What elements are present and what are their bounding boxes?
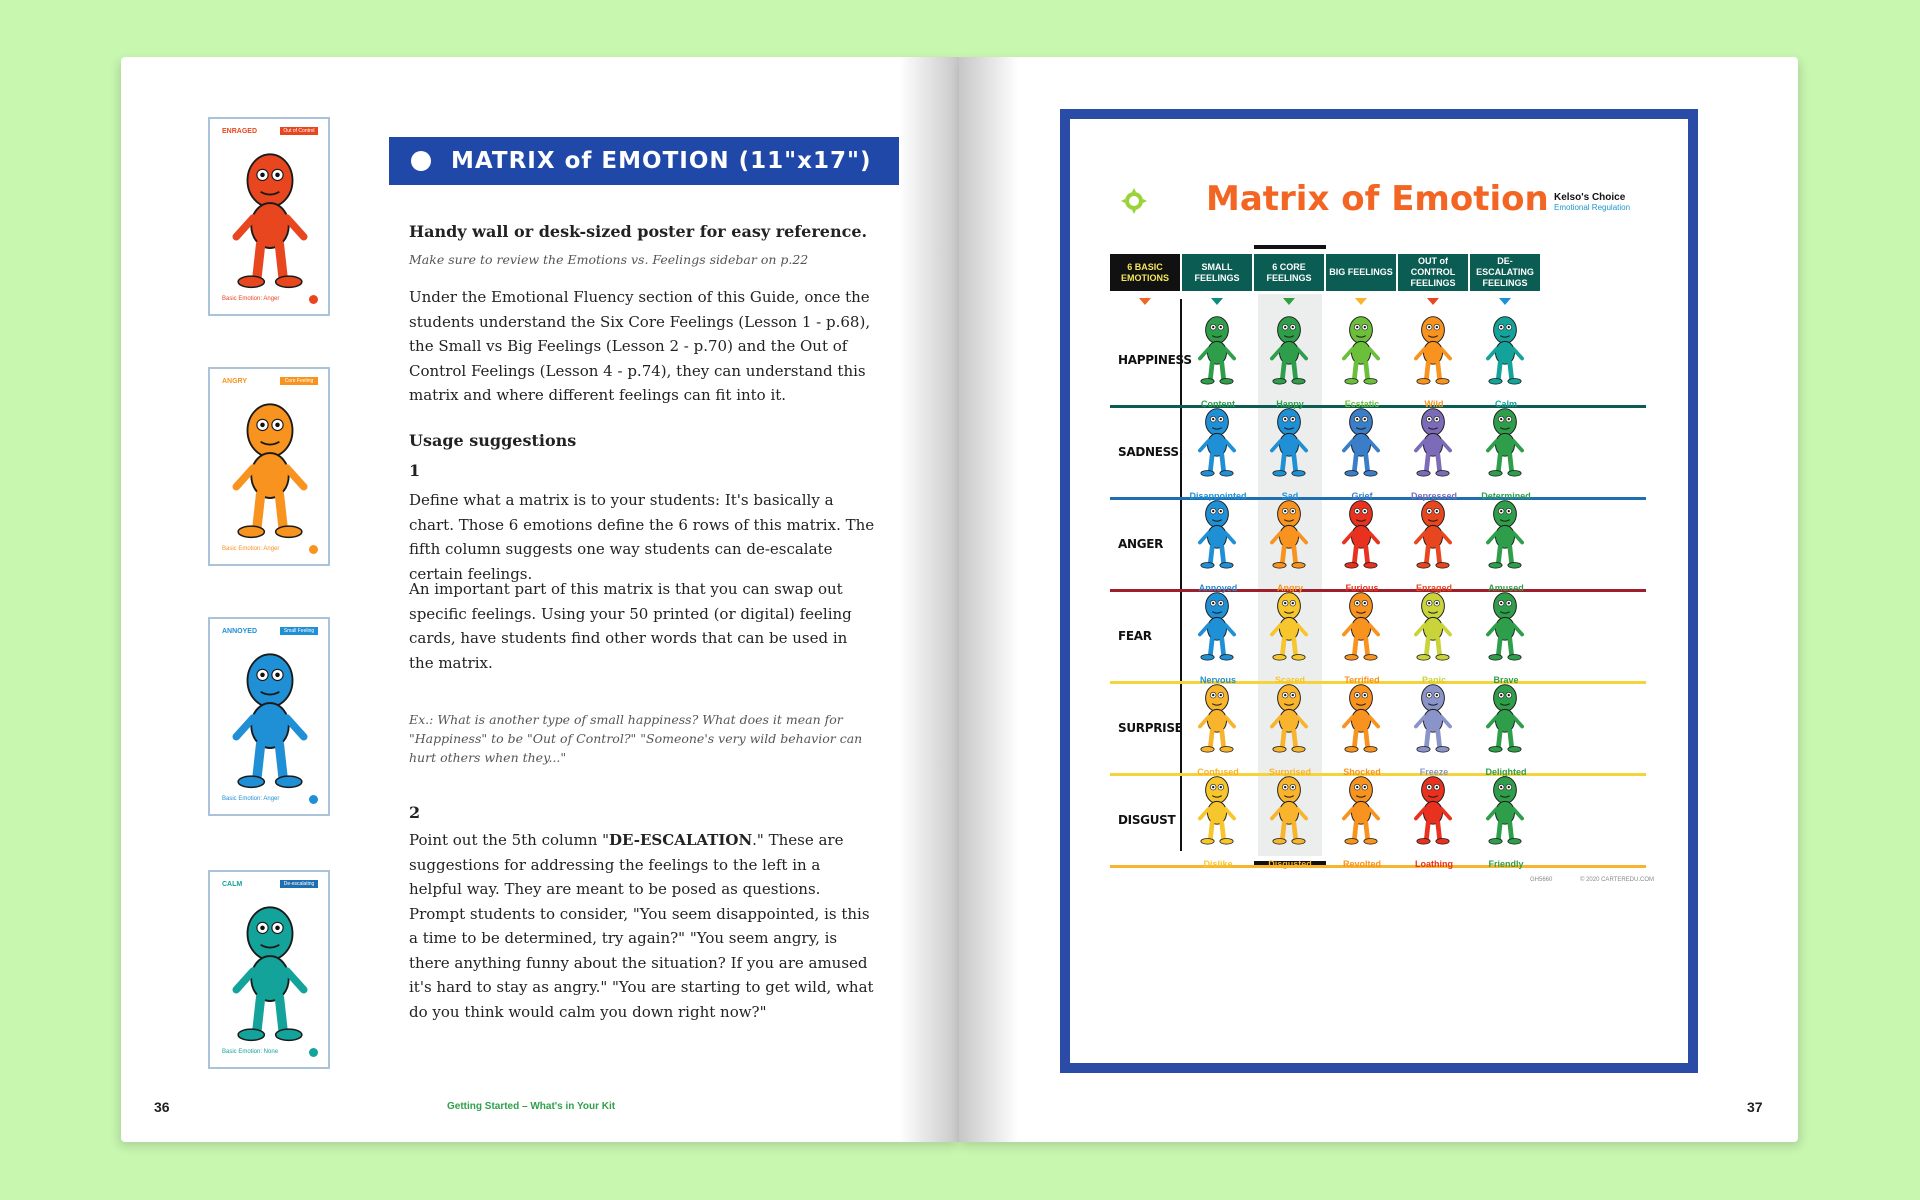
feeling-label: Scared [1274, 675, 1306, 685]
step-2-text [409, 828, 875, 1024]
feeling-label: Amused [1488, 583, 1524, 593]
card-tag: Core Feeling [280, 377, 318, 385]
emotion-row-label: SADNESS [1118, 445, 1179, 459]
feeling-character-icon [1194, 403, 1240, 479]
feeling-character-icon [1266, 403, 1312, 479]
gutter-shadow [899, 57, 959, 1142]
feeling-label: Dislike [1203, 859, 1233, 869]
feeling-label: Depressed [1410, 491, 1458, 501]
column-arrow-icon [1427, 298, 1439, 305]
feeling-label: Nervous [1199, 675, 1236, 685]
character-icon [225, 643, 315, 793]
feeling-character-icon [1266, 311, 1312, 387]
card-footer: Basic Emotion: Anger [222, 796, 280, 802]
feeling-character-icon [1338, 311, 1384, 387]
column-header-label: OUT of CONTROL FEELINGS [1410, 256, 1456, 288]
emotion-row-label: ANGER [1118, 537, 1164, 551]
feeling-character-icon [1194, 311, 1240, 387]
feeling-character-icon [1338, 679, 1384, 755]
poster-code: GH5660 [1530, 877, 1553, 883]
column-arrow-icon [1499, 298, 1511, 305]
feeling-character-icon [1194, 495, 1240, 571]
feeling-character-icon [1338, 495, 1384, 571]
column-header-label: BIG FEELINGS [1329, 267, 1393, 277]
card-feeling-name: ANGRY [222, 378, 248, 385]
left-page [121, 57, 959, 1142]
column-arrow-icon [1355, 298, 1367, 305]
feeling-label: Terrified [1344, 675, 1380, 685]
feeling-character-icon [1266, 495, 1312, 571]
feeling-character-icon [1482, 311, 1528, 387]
feeling-label: Calm [1494, 399, 1517, 409]
feeling-character-icon [1410, 587, 1456, 663]
column-arrow-icon [1139, 298, 1151, 305]
step-2-body: ." These are suggestions for addressing the feelings to the left in a helpful way. They are meant to be posed as questions. Prompt students to consider, "You seem disappointed, is this a time to be determined, try again?" "You seem angry, is there anything funny about the situation? If you are amused it's hard to stay as angry." "You are starting to get wild, what do you think would calm you down right now?" [409, 831, 874, 1021]
poster-title: Matrix of Emotion [1206, 179, 1549, 219]
feeling-character-icon [1482, 495, 1528, 571]
card-badge-icon [309, 295, 318, 304]
step-2-number: 2 [409, 803, 421, 822]
feeling-character-icon [1338, 403, 1384, 479]
feeling-card [208, 117, 330, 316]
card-badge-icon [309, 545, 318, 554]
feeling-label: Disgusted [1268, 859, 1312, 869]
emotion-row-label: HAPPINESS [1118, 353, 1192, 367]
card-feeling-name: ANNOYED [222, 628, 258, 635]
gutter-shadow [959, 57, 1019, 1142]
poster-copyright: © 2020 CARTEREDU.COM [1580, 877, 1654, 883]
emotion-row-label: SURPRISE [1118, 721, 1183, 735]
feeling-character-icon [1266, 771, 1312, 847]
feeling-character-icon [1266, 679, 1312, 755]
feeling-character-icon [1194, 679, 1240, 755]
feeling-cell [1398, 771, 1470, 883]
feeling-cell [1326, 771, 1398, 883]
step-1-example: Ex.: What is another type of small happiness? What does it mean for "Happiness" to be "Out of Control?" "Someone's very wild behavior can hurt others when they..." [409, 712, 863, 765]
bullet-icon [411, 151, 431, 171]
brand-subtitle: Emotional Regulation [1554, 203, 1631, 212]
lead-note: Make sure to review the Emotions vs. Feelings sidebar on p.22 [409, 252, 809, 267]
open-book [121, 57, 1798, 1142]
column-header-label: DE-ESCALATING FEELINGS [1476, 256, 1534, 288]
column-header-label: 6 BASIC EMOTIONS [1120, 261, 1169, 283]
card-footer: Basic Emotion: Anger [222, 296, 280, 302]
feeling-label: Determined [1481, 491, 1531, 501]
feeling-character-icon [1482, 403, 1528, 479]
feeling-label: Loathing [1415, 859, 1453, 869]
feeling-cell [1182, 771, 1254, 883]
emotion-row-label: DISGUST [1118, 813, 1176, 827]
feeling-label: Panic [1421, 675, 1446, 685]
section-title: MATRIX of EMOTION (11"x17") [451, 148, 872, 174]
feeling-card [208, 870, 330, 1069]
feeling-character-icon [1410, 495, 1456, 571]
running-footer: Getting Started – What's in Your Kit [447, 1101, 616, 1112]
feeling-character-icon [1410, 771, 1456, 847]
feeling-character-icon [1482, 679, 1528, 755]
section-header [389, 137, 899, 185]
column-header [1470, 254, 1540, 291]
feeling-label: Content [1201, 399, 1235, 409]
feeling-character-icon [1266, 587, 1312, 663]
brand-name: Kelso's Choice [1554, 192, 1626, 203]
column-arrow-icon [1211, 298, 1223, 305]
step-2-pre: Point out the 5th column " [409, 831, 610, 849]
character-icon [225, 393, 315, 543]
usage-heading: Usage suggestions [409, 431, 577, 450]
feeling-label: Furious [1345, 583, 1379, 593]
feeling-label: Delighted [1485, 767, 1527, 777]
feeling-cell [1254, 771, 1326, 883]
feeling-character-icon [1410, 679, 1456, 755]
card-feeling-name: ENRAGED [222, 128, 258, 135]
card-badge-icon [309, 1048, 318, 1057]
character-icon [225, 143, 315, 293]
feeling-character-icon [1482, 587, 1528, 663]
feeling-label: Grief [1351, 491, 1373, 501]
column-arrow-icon [1283, 298, 1295, 305]
feeling-character-icon [1194, 771, 1240, 847]
feeling-character-icon [1194, 587, 1240, 663]
step-1-number: 1 [409, 461, 421, 480]
feeling-character-icon [1338, 771, 1384, 847]
sun-logo-icon [1120, 187, 1148, 215]
feeling-label: Wild [1424, 399, 1444, 409]
feeling-label: Surprised [1268, 767, 1311, 777]
intro-paragraph: Under the Emotional Fluency section of this Guide, once the students understand the Six Core Feelings (Lesson 1 - p.68), the Small vs Big Feelings (Lesson 2 - p.70) and the Out of Control Feelings (Lesson 4 - p.74), they can understand this matrix and where different feelings can fit into it. [409, 288, 871, 404]
emotion-row-label: FEAR [1118, 629, 1152, 643]
matrix-poster [1070, 119, 1688, 1063]
feeling-character-icon [1338, 587, 1384, 663]
feeling-character-icon [1482, 771, 1528, 847]
feeling-character-icon [1410, 403, 1456, 479]
feeling-label: Brave [1493, 675, 1519, 685]
card-tag: Out of Control [280, 127, 318, 135]
feeling-label: Ecstatic [1344, 399, 1380, 409]
feeling-label: Annoyed [1198, 583, 1238, 593]
column-header [1110, 254, 1180, 291]
feeling-label: Angry [1276, 583, 1303, 593]
card-badge-icon [309, 795, 318, 804]
character-icon [225, 896, 315, 1046]
feeling-label: Freeze [1419, 767, 1449, 777]
feeling-label: Friendly [1488, 859, 1524, 869]
feeling-card [208, 617, 330, 816]
column-header [1398, 254, 1468, 291]
feeling-label: Disappointed [1189, 491, 1247, 501]
card-tag: Small Feeling [280, 627, 318, 635]
card-feeling-name: CALM [222, 881, 243, 888]
card-tag: De-escalating [280, 880, 318, 888]
feeling-card [208, 367, 330, 566]
right-page [959, 57, 1798, 1142]
card-footer: Basic Emotion: Anger [222, 546, 280, 552]
column-header [1182, 254, 1252, 291]
column-header-label: SMALL FEELINGS [1194, 261, 1240, 283]
poster-brand [1554, 192, 1630, 212]
column-header [1254, 254, 1324, 291]
lead-sentence: Handy wall or desk-sized poster for easy reference. [409, 222, 868, 241]
poster-frame [1060, 109, 1698, 1073]
step-1-paragraph-2: An important part of this matrix is that you can swap out specific feelings. Using your 50 printed (or digital) feeling cards, have students find other words that can be used in the matrix. [409, 580, 852, 672]
feeling-label: Enraged [1415, 583, 1452, 593]
page-number-left: 36 [154, 1099, 170, 1115]
step-1-text: Define what a matrix is to your students: It's basically a chart. Those 6 emotions define the 6 rows of this matrix. The fifth column suggests one way students can de-escalate certain feelings. [409, 491, 875, 583]
feeling-label: Sad [1281, 491, 1299, 501]
column-header [1326, 254, 1396, 291]
core-column-marker-top [1254, 245, 1326, 249]
feeling-cell [1470, 771, 1542, 883]
page-number-right: 37 [1747, 1099, 1763, 1115]
column-header-label: 6 CORE FEELINGS [1266, 261, 1312, 283]
feeling-label: Revolted [1342, 859, 1381, 869]
step-2-bold: DE-ESCALATION [609, 831, 753, 849]
feeling-character-icon [1410, 311, 1456, 387]
feeling-label: Shocked [1343, 767, 1381, 777]
card-footer: Basic Emotion: None [222, 1049, 279, 1055]
feeling-label: Happy [1276, 399, 1304, 409]
feeling-label: Confused [1197, 767, 1239, 777]
